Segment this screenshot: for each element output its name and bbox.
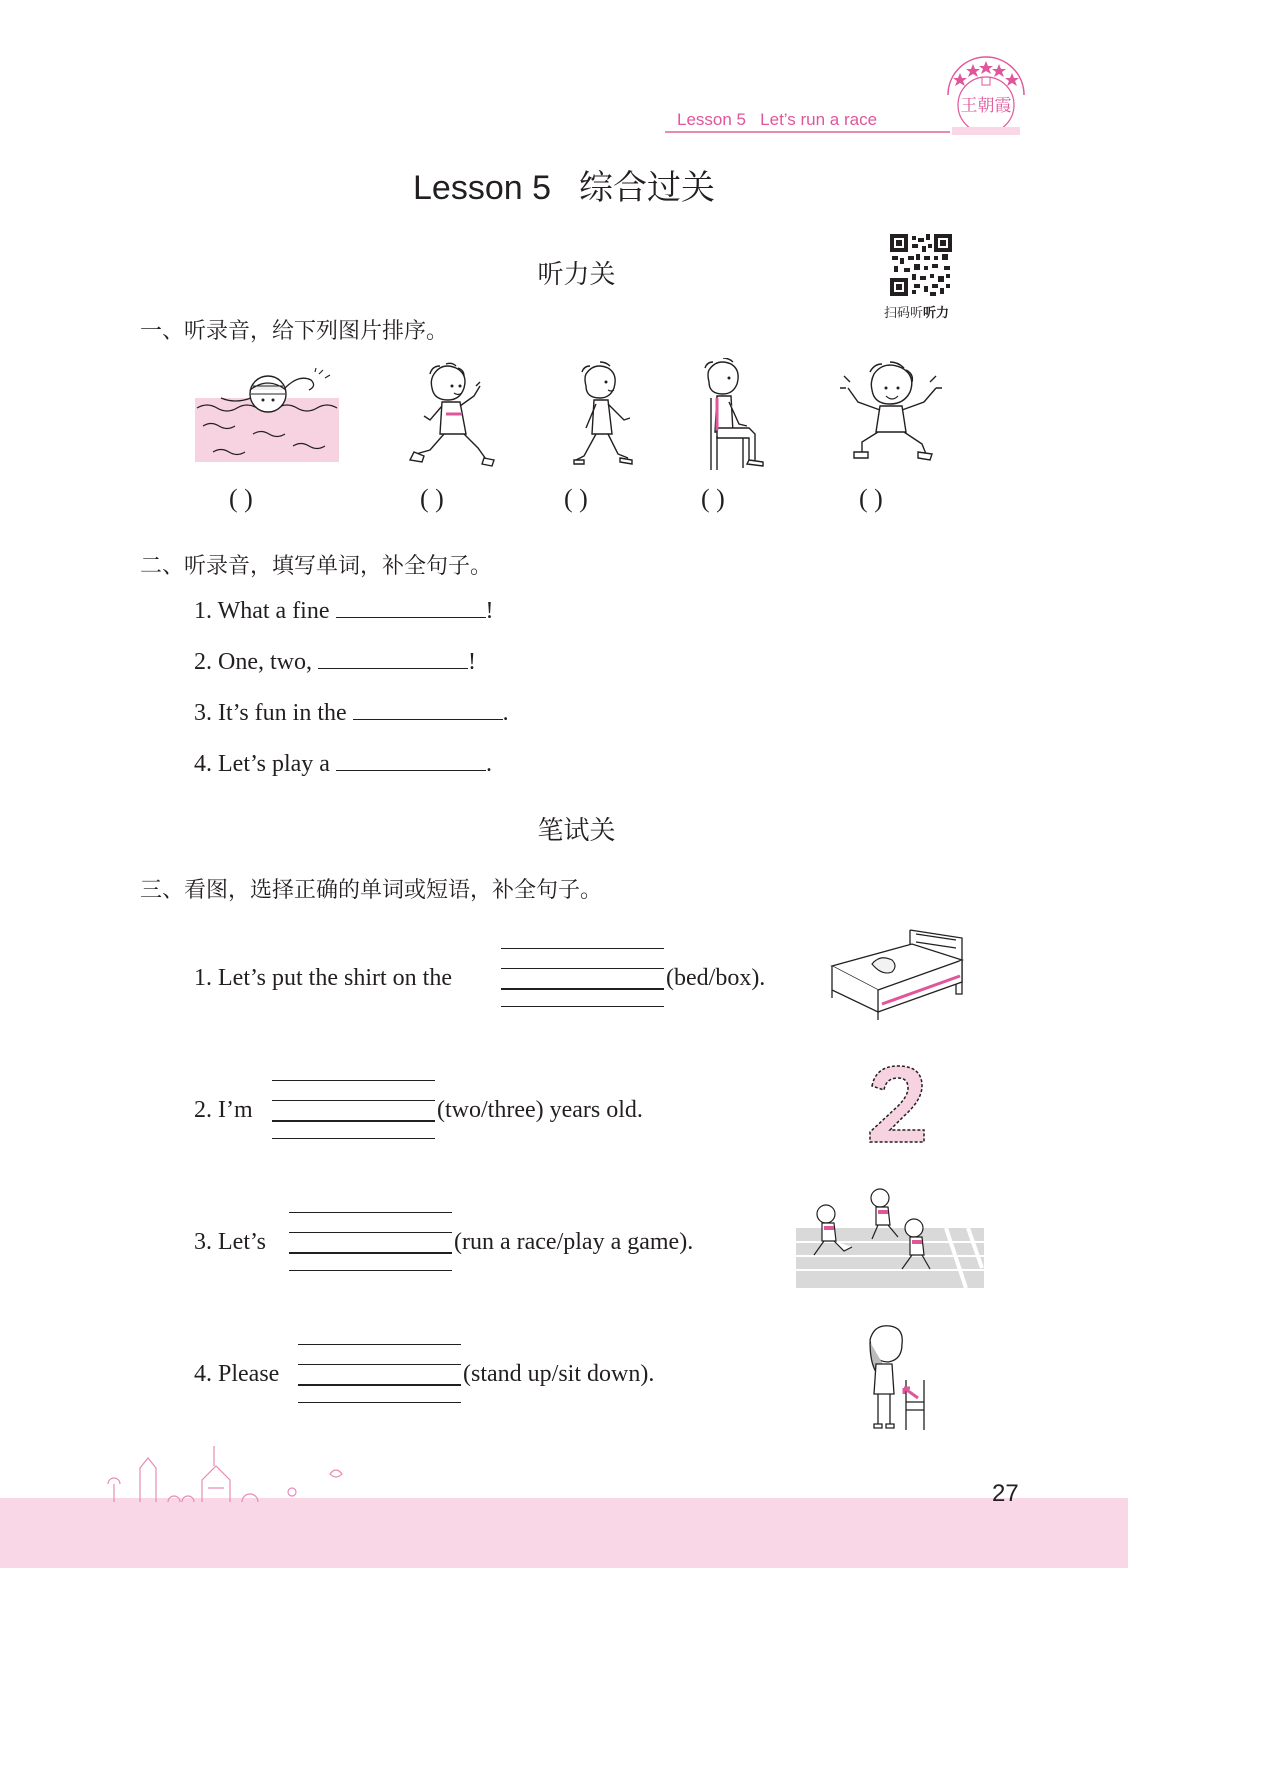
part3-heading: 三、看图，选择正确的单词或短语，补全句子。 bbox=[140, 878, 603, 903]
part2-item-4-suffix: . bbox=[485, 751, 492, 777]
part2-blank-2[interactable] bbox=[318, 650, 468, 669]
jumping-picture bbox=[840, 360, 946, 464]
qr-code-icon[interactable] bbox=[890, 234, 952, 296]
answer-bracket-1[interactable]: ( ) bbox=[229, 484, 253, 513]
sitting-picture bbox=[703, 358, 777, 470]
part3-item-1-suffix: (bed/box). bbox=[666, 965, 766, 991]
part2-blank-4[interactable] bbox=[336, 752, 486, 771]
part2-item-3-suffix: . bbox=[502, 700, 509, 726]
qr-caption-prefix: 扫码听 bbox=[884, 306, 924, 321]
part2-blank-1[interactable] bbox=[336, 599, 486, 618]
part2-blank-3[interactable] bbox=[353, 701, 503, 720]
publisher-logo bbox=[936, 55, 1036, 137]
answer-bracket-3[interactable]: ( ) bbox=[564, 484, 588, 513]
part3-item-2-suffix: (two/three) years old. bbox=[437, 1097, 643, 1123]
part2-item-1-prefix: 1. What a fine bbox=[194, 598, 330, 624]
page-number: 27 bbox=[992, 1480, 1019, 1507]
page-title-subtitle: 综合过关 bbox=[579, 168, 715, 208]
running-title: Lesson 5 Let’s run a race bbox=[677, 110, 878, 129]
answer-bracket-4[interactable]: ( ) bbox=[701, 484, 725, 513]
part3-writing-lines-2[interactable] bbox=[272, 1080, 435, 1140]
part3-item-3-prefix: 3. Let’s bbox=[194, 1229, 266, 1255]
swimming-picture bbox=[193, 368, 341, 468]
qr-caption-bold: 听力 bbox=[923, 306, 950, 321]
part2-item-1-suffix: ! bbox=[485, 598, 494, 624]
part2-item-4 bbox=[194, 751, 492, 778]
footer-band bbox=[0, 1498, 1128, 1568]
part2-item-3-prefix: 3. It’s fun in the bbox=[194, 700, 347, 726]
footer-decoration bbox=[104, 1440, 364, 1504]
bed-picture bbox=[828, 920, 966, 1024]
answer-bracket-2[interactable]: ( ) bbox=[420, 484, 444, 513]
part2-item-2 bbox=[194, 649, 476, 676]
listening-section-title: 听力关 bbox=[537, 260, 616, 290]
part3-writing-lines-3[interactable] bbox=[289, 1212, 452, 1272]
part3-item-3-suffix: (run a race/play a game). bbox=[454, 1229, 694, 1255]
number-two-picture bbox=[864, 1062, 930, 1146]
walking-picture bbox=[572, 360, 638, 468]
part3-writing-lines-4[interactable] bbox=[298, 1344, 461, 1404]
qr-caption bbox=[884, 302, 949, 321]
writing-section-title: 笔试关 bbox=[537, 816, 616, 846]
stand-up-picture bbox=[862, 1324, 932, 1430]
page-title bbox=[0, 160, 1128, 209]
part2-item-3 bbox=[194, 700, 509, 727]
part3-item-2-prefix: 2. I’m bbox=[194, 1097, 253, 1123]
running-picture bbox=[406, 360, 506, 468]
part2-item-4-prefix: 4. Let’s play a bbox=[194, 751, 330, 777]
part3-writing-lines-1[interactable] bbox=[501, 948, 664, 1008]
part2-heading: 二、听录音，填写单词，补全句子。 bbox=[140, 554, 493, 579]
part2-item-1 bbox=[194, 598, 494, 625]
header-rule bbox=[665, 131, 950, 133]
part3-item-4-prefix: 4. Please bbox=[194, 1361, 280, 1387]
part3-item-1-prefix: 1. Let’s put the shirt on the bbox=[194, 965, 452, 991]
part2-item-2-suffix: ! bbox=[467, 649, 476, 675]
part2-item-2-prefix: 2. One, two, bbox=[194, 649, 312, 675]
part3-item-4-suffix: (stand up/sit down). bbox=[463, 1361, 655, 1387]
answer-bracket-5[interactable]: ( ) bbox=[859, 484, 883, 513]
part1-heading: 一、听录音，给下列图片排序。 bbox=[140, 319, 449, 344]
logo-text: 王朝霞 bbox=[960, 96, 1012, 116]
page-title-lesson: Lesson 5 bbox=[413, 169, 551, 207]
race-picture bbox=[796, 1186, 984, 1288]
